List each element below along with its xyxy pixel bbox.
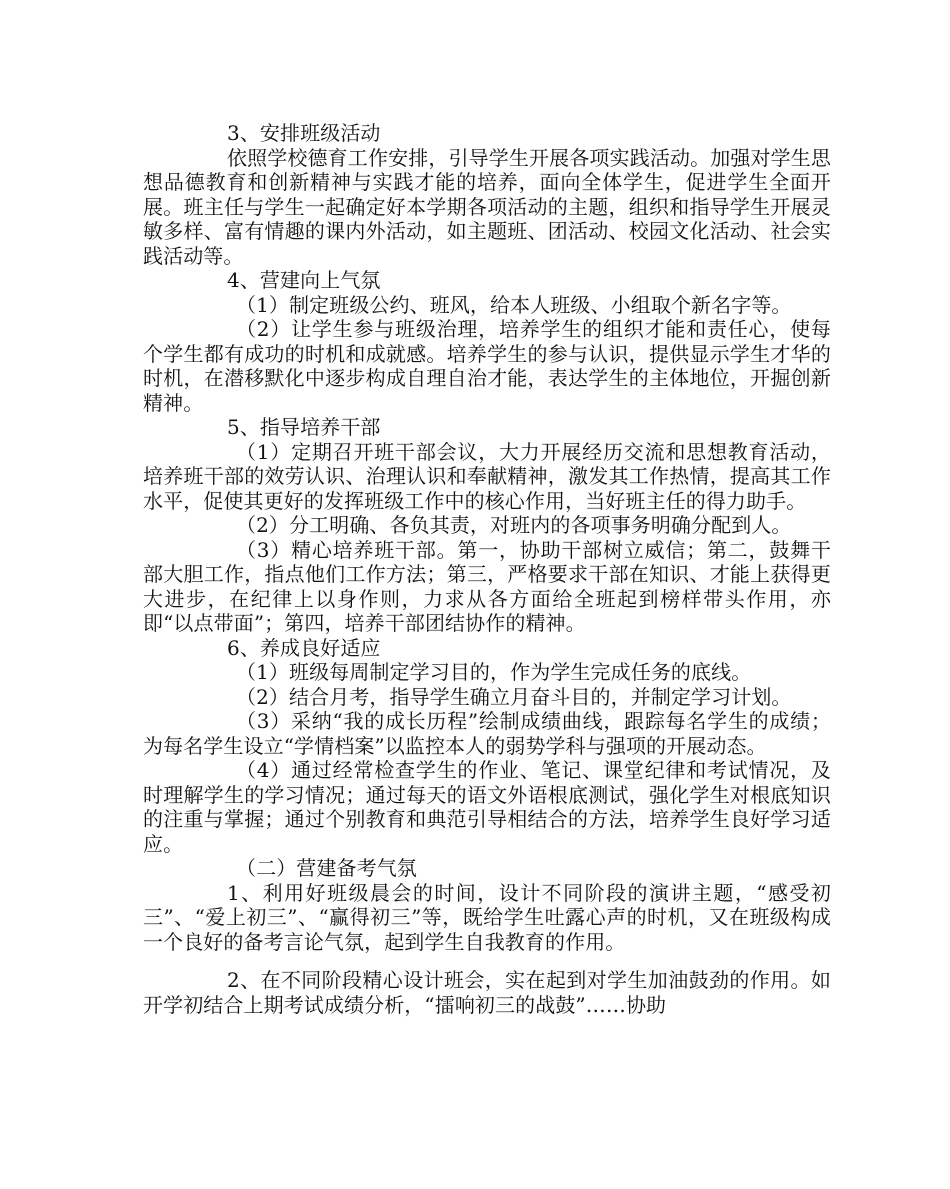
paragraph-morning-meeting: 1、利用好班级晨会的时间，设计不同阶段的演讲主题，“感受初三”、“爱上初三”、“赢得初三”等，既给学生吐露心声的时机，又在班级构成一个良好的备考言论气氛，起到学生自我教育的作用。 bbox=[143, 880, 831, 954]
paragraph-class-governance: （2）让学生参与班级治理，培养学生的组织才能和责任心，使每个学生都有成功的时机和成就感。培养学生的参与认识，提供显示学生才华的时机，在潜移默化中逐步构成自理自治才能，表达学生的主体地位，开掘创新精神。 bbox=[143, 317, 831, 415]
section-heading-cadres: 5、指导培养干部 bbox=[227, 415, 381, 439]
section-heading-habits: 6、养成良好适应 bbox=[227, 635, 381, 660]
paragraph-monthly-goals: （2）结合月考，指导学生确立月奋斗目的，并制定学习计划。 bbox=[236, 684, 792, 709]
paragraph-growth-curve: （3）采纳“我的成长历程”绘制成绩曲线，跟踪每名学生的成绩；为每名学生设立“学情档案”以监控本人的弱势学科与强项的开展动态。 bbox=[143, 709, 831, 758]
paragraph-class-convention: （1）制定班级公约、班风，给本人班级、小组取个新名字等。 bbox=[236, 292, 792, 317]
paragraph-train-cadres: （3）精心培养班干部。第一，协助干部树立威信；第二，鼓舞干部大胆工作，指点他们工作方法；第三，严格要求干部在知识、才能上获得更大进步，在纪律上以身作则，力求从各方面给全班起到榜样带头作用，亦即“以点带面”；第四，培养干部团结协作的精神。 bbox=[143, 537, 831, 635]
section-heading-arrange-activities: 3、安排班级活动 bbox=[227, 121, 381, 145]
paragraph-class-meetings: 2、在不同阶段精心设计班会，实在起到对学生加油鼓劲的作用。如开学初结合上期考试成绩分析，“擂响初三的战鼓”……协助 bbox=[143, 968, 831, 1017]
section-heading-atmosphere: 4、营建向上气氛 bbox=[227, 268, 381, 292]
document-body bbox=[143, 121, 831, 1017]
paragraph-weekly-goals: （1）班级每周制定学习目的，作为学生完成任务的底线。 bbox=[236, 660, 752, 684]
paragraph-cadre-meetings: （1）定期召开班干部会议，大力开展经历交流和思想教育活动，培养班干部的效劳认识、治理认识和奉献精神，激发其工作热情，提高其工作水平，促使其更好的发挥班级工作中的核心作用，当好班主任的得力助手。 bbox=[143, 439, 831, 513]
section-heading-exam-atmosphere: （二）营建备考气氛 bbox=[236, 856, 417, 880]
paragraph-division-of-labor: （2）分工明确、各负其责，对班内的各项事务明确分配到人。 bbox=[236, 513, 792, 537]
paragraph-activities: 依照学校德育工作安排，引导学生开展各项实践活动。加强对学生思想品德教育和创新精神与实践才能的培养，面向全体学生，促进学生全面开展。班主任与学生一起确定好本学期各项活动的主题，组织和指导学生开展灵敏多样、富有情趣的课内外活动，如主题班、团活动、校园文化活动、社会实践活动等。 bbox=[143, 145, 831, 268]
paragraph-regular-checks: （4）通过经常检查学生的作业、笔记、课堂纪律和考试情况，及时理解学生的学习情况；通过每天的语文外语根底测试，强化学生对根底知识的注重与掌握；通过个别教育和典范引导相结合的方法，培养学生良好学习适应。 bbox=[143, 758, 831, 856]
